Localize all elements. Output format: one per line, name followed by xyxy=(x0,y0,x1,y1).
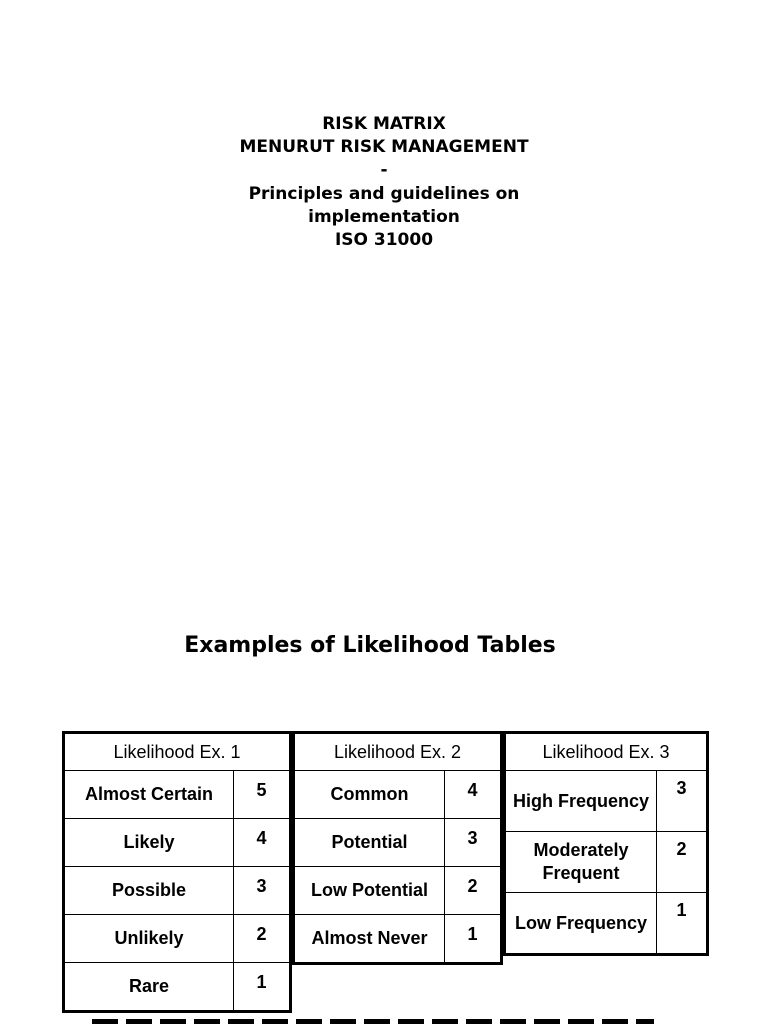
document-title xyxy=(0,113,768,252)
likelihood-label: Almost Never xyxy=(294,915,445,964)
table-header-row xyxy=(64,733,291,771)
likelihood-value: 2 xyxy=(445,867,502,915)
table-row xyxy=(294,867,502,915)
table-row xyxy=(505,771,708,832)
title-line: implementation xyxy=(308,206,460,227)
likelihood-label: Common xyxy=(294,771,445,819)
title-line: MENURUT RISK MANAGEMENT xyxy=(239,137,529,158)
likelihood-label: Potential xyxy=(294,819,445,867)
table-row xyxy=(294,819,502,867)
likelihood-value: 3 xyxy=(234,867,291,915)
table-row xyxy=(64,963,291,1012)
title-line: - xyxy=(380,160,388,181)
cropped-text-fragment xyxy=(92,1019,654,1024)
likelihood-label: Low Potential xyxy=(294,867,445,915)
likelihood-value: 4 xyxy=(234,819,291,867)
table-row xyxy=(505,832,708,893)
likelihood-value: 4 xyxy=(445,771,502,819)
table-header: Likelihood Ex. 3 xyxy=(505,733,708,771)
likelihood-table-3 xyxy=(503,731,709,956)
likelihood-value: 3 xyxy=(657,771,708,832)
cropped-footer-text xyxy=(0,1008,768,1024)
likelihood-value: 5 xyxy=(234,771,291,819)
likelihood-value: 3 xyxy=(445,819,502,867)
likelihood-label: Possible xyxy=(64,867,234,915)
likelihood-value: 2 xyxy=(657,832,708,893)
title-line: RISK MATRIX xyxy=(322,114,446,134)
table-row xyxy=(64,915,291,963)
likelihood-label: Moderately Frequent xyxy=(505,832,657,893)
table-header-row xyxy=(294,733,502,771)
likelihood-value: 1 xyxy=(445,915,502,964)
likelihood-label: Unlikely xyxy=(64,915,234,963)
title-line: Principles and guidelines on xyxy=(248,183,520,204)
table-header: Likelihood Ex. 2 xyxy=(294,733,502,771)
likelihood-value: 1 xyxy=(234,963,291,1012)
likelihood-label: Almost Certain xyxy=(64,771,234,819)
likelihood-value: 1 xyxy=(657,893,708,955)
table-row xyxy=(64,867,291,915)
table-header: Likelihood Ex. 1 xyxy=(64,733,291,771)
likelihood-label: High Frequency xyxy=(505,771,657,832)
likelihood-label: Rare xyxy=(64,963,234,1012)
table-row xyxy=(294,915,502,964)
table-row xyxy=(505,893,708,955)
title-line: ISO 31000 xyxy=(334,230,434,251)
table-row xyxy=(294,771,502,819)
likelihood-label: Low Frequency xyxy=(505,893,657,955)
section-heading: Examples of Likelihood Tables xyxy=(184,633,556,658)
table-row xyxy=(64,819,291,867)
likelihood-table-2 xyxy=(292,731,503,965)
table-header-row xyxy=(505,733,708,771)
likelihood-table-1 xyxy=(62,731,292,1013)
likelihood-label: Likely xyxy=(64,819,234,867)
table-row xyxy=(64,771,291,819)
likelihood-value: 2 xyxy=(234,915,291,963)
